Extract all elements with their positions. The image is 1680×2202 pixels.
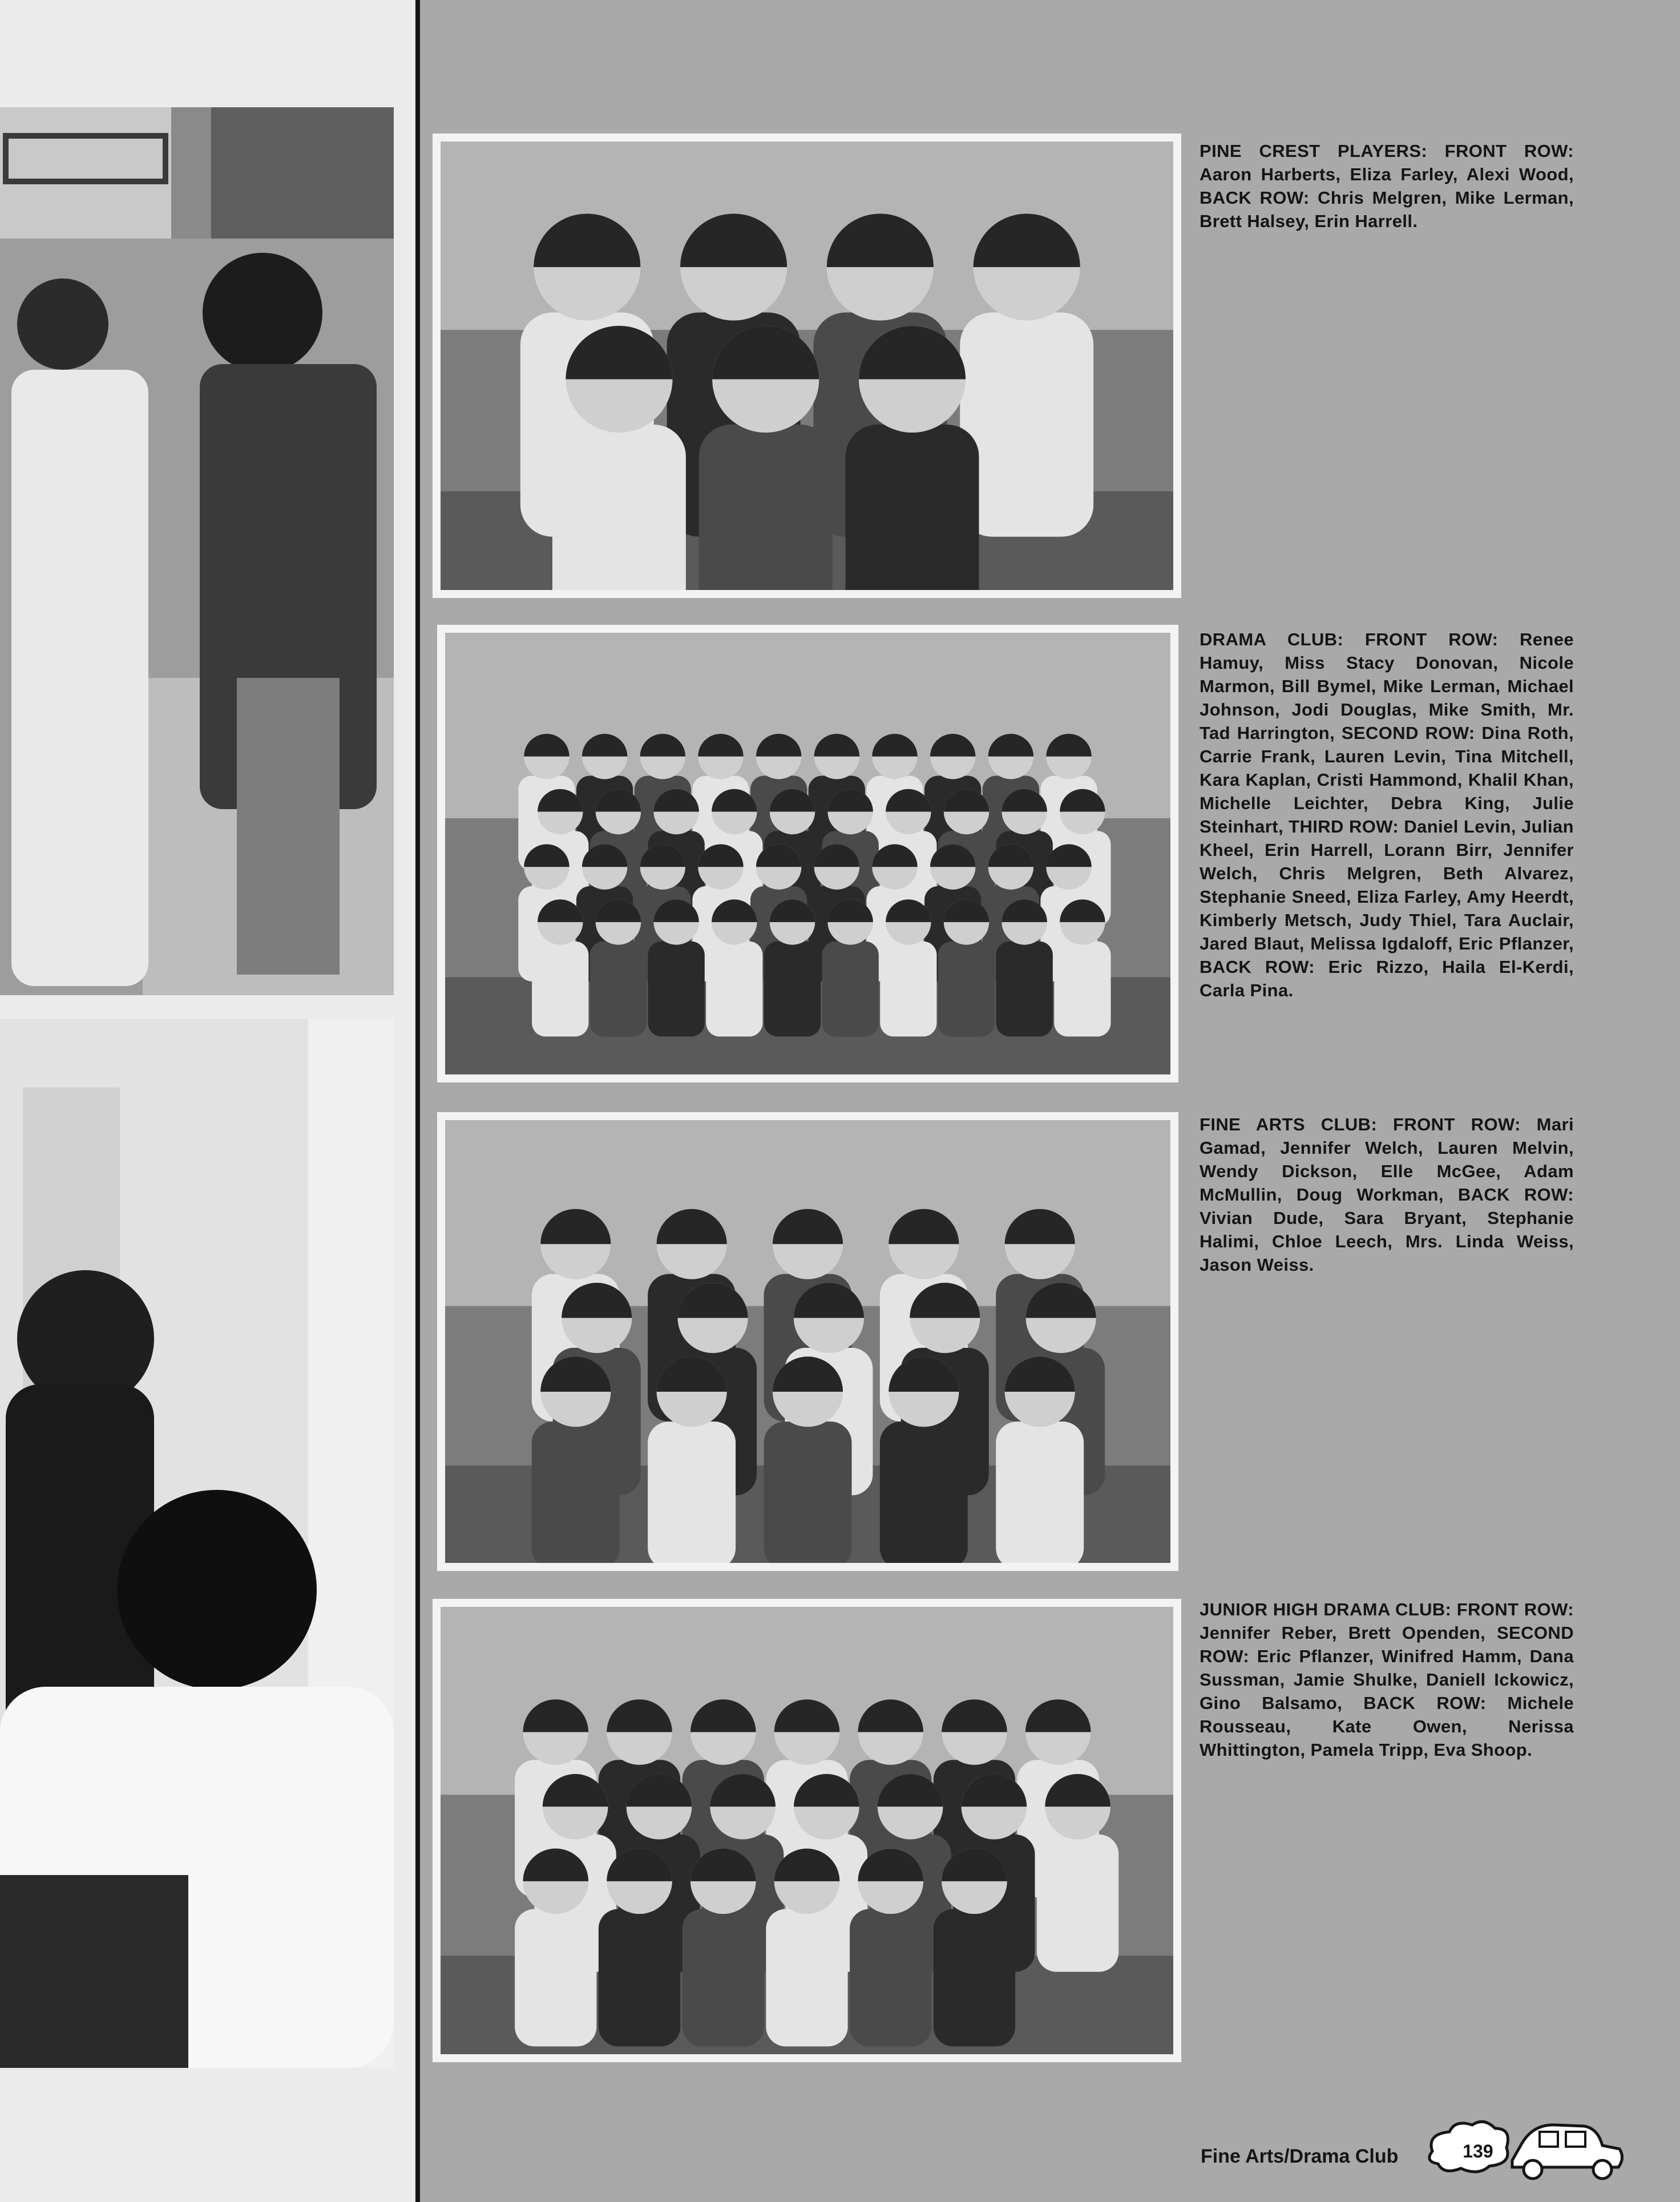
drama-club-person xyxy=(880,899,936,1036)
fine-arts-club-person xyxy=(764,1356,852,1563)
drama-club-person xyxy=(648,899,704,1036)
fine-arts-club-photo xyxy=(437,1112,1178,1571)
drama-club-person xyxy=(590,899,647,1036)
bleed-photo-top xyxy=(0,107,394,995)
pine-crest-players-caption: PINE CREST PLAYERS: FRONT ROW: Aaron Harberts, Eliza Farley, Alexi Wood, BACK ROW: Chris Melgren, Mike Lerman, Brett Halsey, Erin Harrell. xyxy=(1200,141,1574,231)
junior-high-drama-club-caption: JUNIOR HIGH DRAMA CLUB: FRONT ROW: Jennifer Reber, Brett Openden, SECOND ROW: Eric Pflanzer, Winifred Hamm, Dana Sussman, Jamie Shulke, Daniell Ickowicz, Gino Balsamo, BACK ROW: Michele Rousseau, Kate Owen, Nerissa Whittington, Pamela Tripp, Eva Shoop. xyxy=(1200,1599,1574,1760)
bleed-photo-top-image xyxy=(0,107,394,995)
drama-club-person xyxy=(938,899,995,1036)
junior-high-drama-club-photo xyxy=(433,1599,1181,2062)
pine-crest-players-image xyxy=(441,142,1173,590)
fine-arts-club-person xyxy=(880,1356,968,1563)
junior-high-drama-club-image xyxy=(441,1607,1173,2054)
junior-high-drama-club-person xyxy=(682,1849,764,2047)
fine-arts-club-image xyxy=(445,1120,1170,1563)
pine-crest-players-person xyxy=(846,326,979,590)
pine-crest-players-person xyxy=(960,214,1093,537)
section-label: Fine Arts/Drama Club xyxy=(1201,2146,1399,2167)
fine-arts-club-person xyxy=(532,1356,620,1563)
fine-arts-club-person xyxy=(648,1356,736,1563)
drama-club-person xyxy=(1054,899,1110,1036)
junior-high-drama-club-person xyxy=(599,1849,680,2047)
drama-club-person xyxy=(706,899,762,1036)
junior-high-drama-club-person xyxy=(934,1849,1015,2047)
drama-club-person xyxy=(764,899,821,1036)
page-number: 139 xyxy=(1463,2141,1493,2161)
junior-high-drama-club-person xyxy=(766,1849,847,2047)
page-gutter xyxy=(415,0,420,2202)
drama-club-person xyxy=(532,899,588,1036)
pine-crest-players-person xyxy=(699,326,833,590)
pine-crest-players-photo xyxy=(433,134,1181,598)
pine-crest-players-person xyxy=(552,326,686,590)
bleed-photo-bottom-image xyxy=(0,1019,394,2068)
junior-high-drama-club-person xyxy=(515,1849,596,2047)
drama-club-photo xyxy=(437,625,1178,1082)
car-doodle-drawing xyxy=(1421,2111,1626,2185)
drama-club-person xyxy=(996,899,1053,1036)
junior-high-drama-club-person xyxy=(850,1849,931,2047)
bleed-photo-bottom xyxy=(0,1019,394,2068)
car-doodle-icon xyxy=(1421,2111,1626,2185)
drama-club-caption: DRAMA CLUB: FRONT ROW: Renee Hamuy, Miss Stacy Donovan, Nicole Marmon, Bill Bymel, Mike Lerman, Michael Johnson, Jodi Douglas, Mike Smith, Mr. Tad Harrington, SECOND ROW: Dina Roth, Carrie Frank, Lauren Levin, Tina Mitchell, Kara Kaplan, Cristi Hammond, Khalil Khan, Michelle Leichter, Debra King, Julie Steinhart, THIRD ROW: Daniel Levin, Julian Kheel, Erin Harrell, Lorann Birr, Jennifer Welch, Chris Melgren, Beth Alvarez, Stephanie Sneed, Eliza Farley, Amy Heerdt, Kimberly Metsch, Judy Thiel, Tara Auclair, Jared Blaut, Melissa Igdaloff, Eric Pflanzer, BACK ROW: Eric Rizzo, Haila El-Kerdi, Carla Pina. xyxy=(1200,629,1574,1000)
fine-arts-club-caption: FINE ARTS CLUB: FRONT ROW: Mari Gamad, Jennifer Welch, Lauren Melvin, Wendy Dickson, Elle McGee, Adam McMullin, Doug Workman, BACK ROW: Vivian Dude, Sara Bryant, Stephanie Halimi, Chloe Leech, Mrs. Linda Weiss, Jason Weiss. xyxy=(1200,1114,1574,1275)
drama-club-person xyxy=(822,899,879,1036)
drama-club-image xyxy=(445,633,1170,1074)
fine-arts-club-person xyxy=(996,1356,1084,1563)
junior-high-drama-club-person xyxy=(1037,1774,1118,1972)
